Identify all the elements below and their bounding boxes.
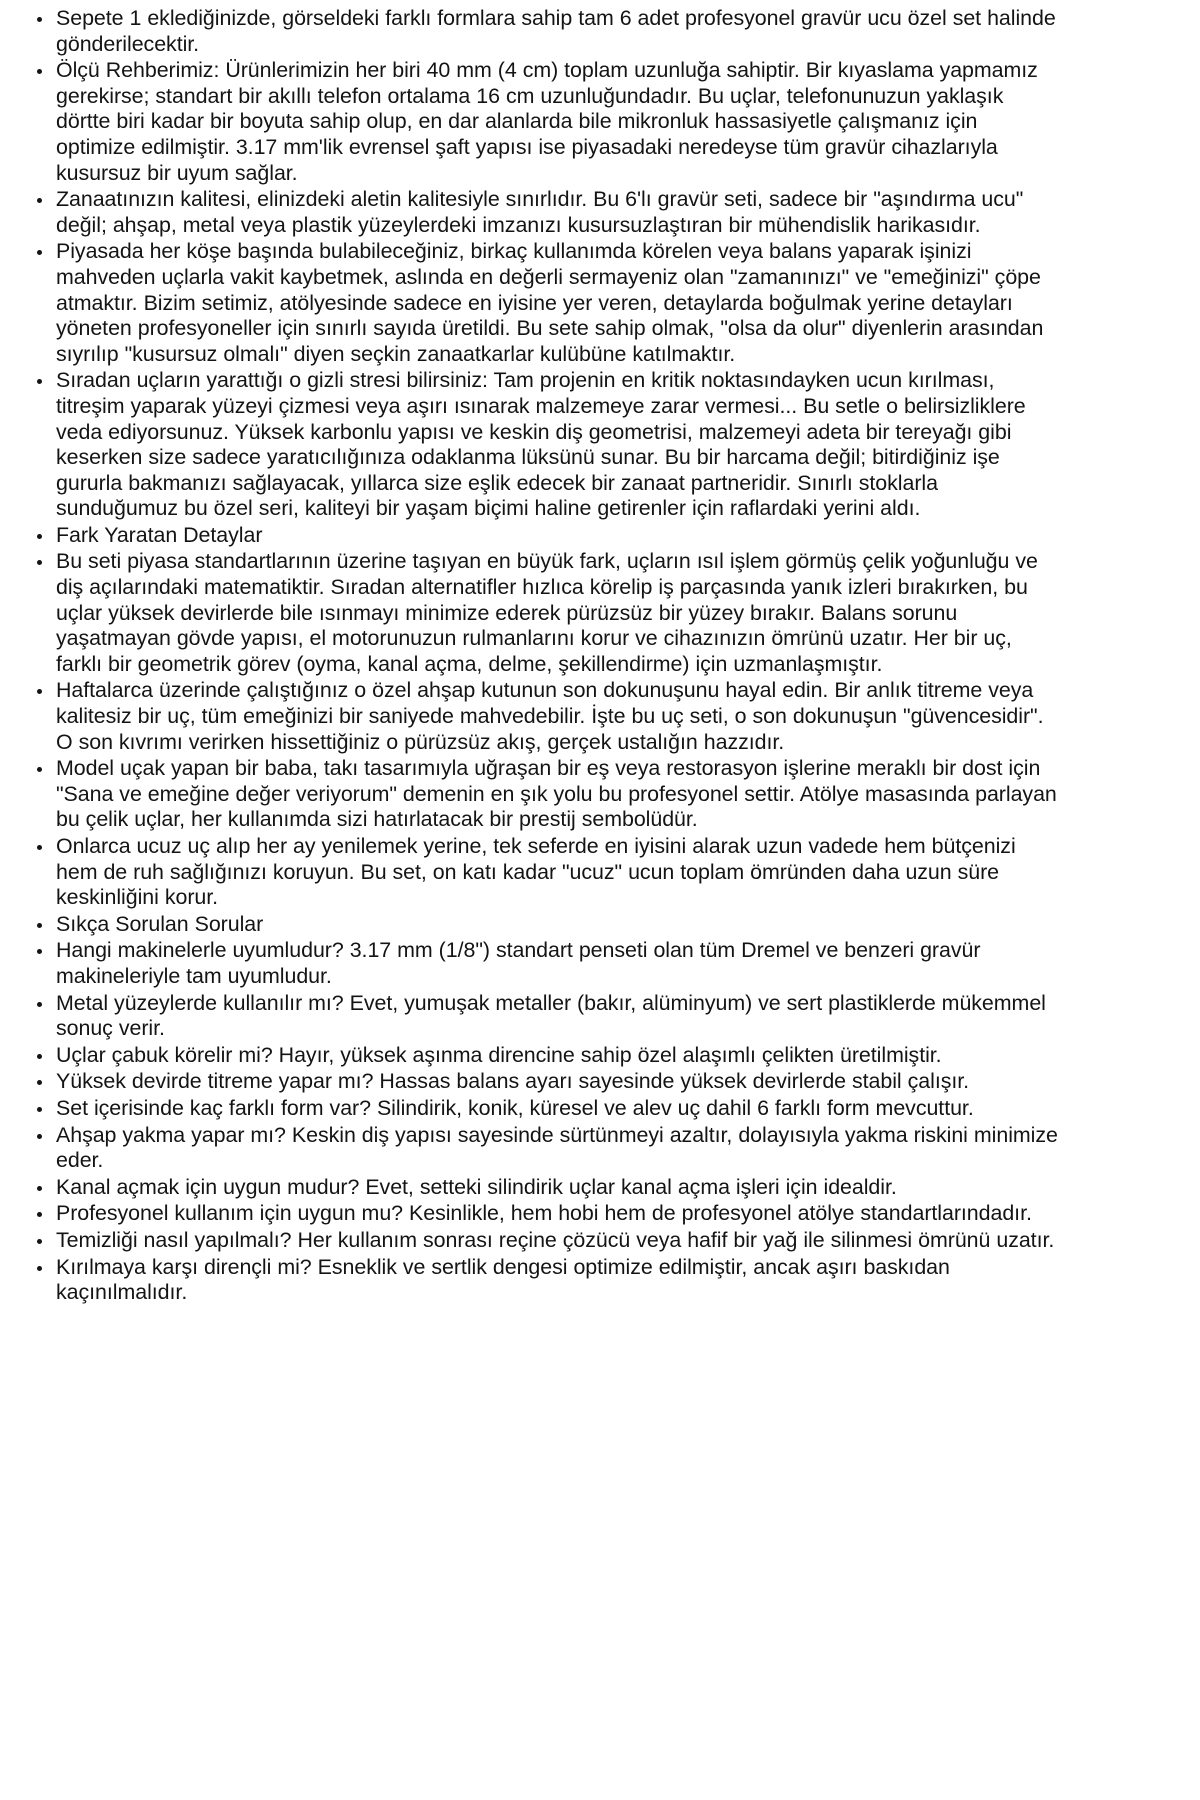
list-item: Sıradan uçların yarattığı o gizli stresi bilirsiniz: Tam projenin en kritik noktasındayken ucun kırılması, titreşim yaparak yüzeyi çizmesi veya aşırı ısınarak malzemeye zarar vermesi... Bu setle o belirsizliklere veda ediyorsunuz. Yüksek karbonlu yapısı ve keskin diş geometrisi, malzemeyi adeta bir tereyağı gibi keserken size sadece yaratıcılığınıza odaklanma lüksünü sunar. Bu bir harcama değil; bitirdiğiniz işe gururla bakmanızı sağlayacak, yıllarca size eşlik edecek bir zanaat partneridir. Sınırlı stoklarla sunduğumuz bu özel seri, kaliteyi bir yaşam biçimi haline getirenler için raflardaki yerini aldı. (22, 368, 1060, 522)
list-item-faq: Kanal açmak için uygun mudur? Evet, setteki silindirik uçlar kanal açma işleri için idealdir. (22, 1175, 1060, 1201)
list-item: Sepete 1 eklediğinizde, görseldeki farklı formlara sahip tam 6 adet profesyonel gravür ucu özel set halinde gönderilecektir. (22, 6, 1060, 57)
list-item: Haftalarca üzerinde çalıştığınız o özel ahşap kutunun son dokunuşunu hayal edin. Bir anlık titreme veya kalitesiz bir uç, tüm emeğinizi bir saniyede mahvedebilir. İşte bu uç seti, o son dokunuşun "güvencesidir". O son kıvrımı verirken hissettiğiniz o pürüzsüz akış, gerçek ustalığın hazzıdır. (22, 678, 1060, 755)
list-item-faq: Hangi makinelerle uyumludur? 3.17 mm (1/8") standart penseti olan tüm Dremel ve benzeri gravür makineleriyle tam uyumludur. (22, 938, 1060, 989)
list-item: Model uçak yapan bir baba, takı tasarımıyla uğraşan bir eş veya restorasyon işlerine meraklı bir dost için "Sana ve emeğine değer veriyorum" demenin en şık yolu bu profesyonel settir. Atölye masasında parlayan bu çelik uçlar, her kullanımda sizi hatırlatacak bir prestij sembolüdür. (22, 756, 1060, 833)
list-item: Bu seti piyasa standartlarının üzerine taşıyan en büyük fark, uçların ısıl işlem görmüş çelik yoğunluğu ve diş açılarındaki matematiktir. Sıradan alternatifler hızlıca körelip iş parçasında yanık izleri bırakırken, bu uçlar yüksek devirlerde bile ısınmayı minimize ederek pürüzsüz bir yüzey bırakır. Balans sorunu yaşatmayan gövde yapısı, el motorunuzun rulmanlarını korur ve cihazınızın ömrünü uzatır. Her bir uç, farklı bir geometrik görev (oyma, kanal açma, delme, şekillendirme) için uzmanlaşmıştır. (22, 549, 1060, 677)
list-item-faq: Profesyonel kullanım için uygun mu? Kesinlikle, hem hobi hem de profesyonel atölye standartlarındadır. (22, 1201, 1060, 1227)
list-item: Zanaatınızın kalitesi, elinizdeki aletin kalitesiyle sınırlıdır. Bu 6'lı gravür seti, sadece bir "aşındırma ucu" değil; ahşap, metal veya plastik yüzeylerdeki imzanızı kusursuzlaştıran bir mühendislik harikasıdır. (22, 187, 1060, 238)
list-item-faq: Ahşap yakma yapar mı? Keskin diş yapısı sayesinde sürtünmeyi azaltır, dolayısıyla yakma riskini minimize eder. (22, 1123, 1060, 1174)
list-item-faq: Uçlar çabuk körelir mi? Hayır, yüksek aşınma direncine sahip özel alaşımlı çelikten üretilmiştir. (22, 1043, 1060, 1069)
list-item: Ölçü Rehberimiz: Ürünlerimizin her biri 40 mm (4 cm) toplam uzunluğa sahiptir. Bir kıyaslama yapmamız gerekirse; standart bir akıllı telefon ortalama 16 cm uzunluğundadır. Bu uçlar, telefonunuzun yaklaşık dörtte biri kadar bir boyuta sahip olup, en dar alanlarda bile mikronluk hassasiyetle çalışmanız için optimize edilmiştir. 3.17 mm'lik evrensel şaft yapısı ise piyasadaki neredeyse tüm gravür cihazlarıyla kusursuz bir uyum sağlar. (22, 58, 1060, 186)
list-item-faq: Kırılmaya karşı dirençli mi? Esneklik ve sertlik dengesi optimize edilmiştir, ancak aşırı baskıdan kaçınılmalıdır. (22, 1255, 1060, 1306)
list-item-section-heading: Fark Yaratan Detaylar (22, 523, 1060, 549)
list-item-faq: Set içerisinde kaç farklı form var? Silindirik, konik, küresel ve alev uç dahil 6 farklı form mevcuttur. (22, 1096, 1060, 1122)
list-item-faq: Yüksek devirde titreme yapar mı? Hassas balans ayarı sayesinde yüksek devirlerde stabil çalışır. (22, 1069, 1060, 1095)
list-item: Onlarca ucuz uç alıp her ay yenilemek yerine, tek seferde en iyisini alarak uzun vadede hem bütçenizi hem de ruh sağlığınızı koruyun. Bu set, on katı kadar "ucuz" ucun toplam ömründen daha uzun süre keskinliğini korur. (22, 834, 1060, 911)
product-description-bullet-list (22, 6, 1060, 1306)
list-item: Piyasada her köşe başında bulabileceğiniz, birkaç kullanımda körelen veya balans yaparak işinizi mahveden uçlarla vakit kaybetmek, aslında en değerli sermayeniz olan "zamanınızı" ve "emeğinizi" çöpe atmaktır. Bizim setimiz, atölyesinde sadece en iyisine yer veren, detaylarda boğulmak yerine detayları yöneten profesyoneller için sınırlı sayıda üretildi. Bu sete sahip olmak, "olsa da olur" diyenlerin arasından sıyrılıp "kusursuz olmalı" diyen seçkin zanaatkarlar kulübüne katılmaktır. (22, 239, 1060, 367)
list-item-faq: Temizliği nasıl yapılmalı? Her kullanım sonrası reçine çözücü veya hafif bir yağ ile silinmesi ömrünü uzatır. (22, 1228, 1060, 1254)
list-item-faq: Metal yüzeylerde kullanılır mı? Evet, yumuşak metaller (bakır, alüminyum) ve sert plastiklerde mükemmel sonuç verir. (22, 991, 1060, 1042)
list-item-section-heading: Sıkça Sorulan Sorular (22, 912, 1060, 938)
